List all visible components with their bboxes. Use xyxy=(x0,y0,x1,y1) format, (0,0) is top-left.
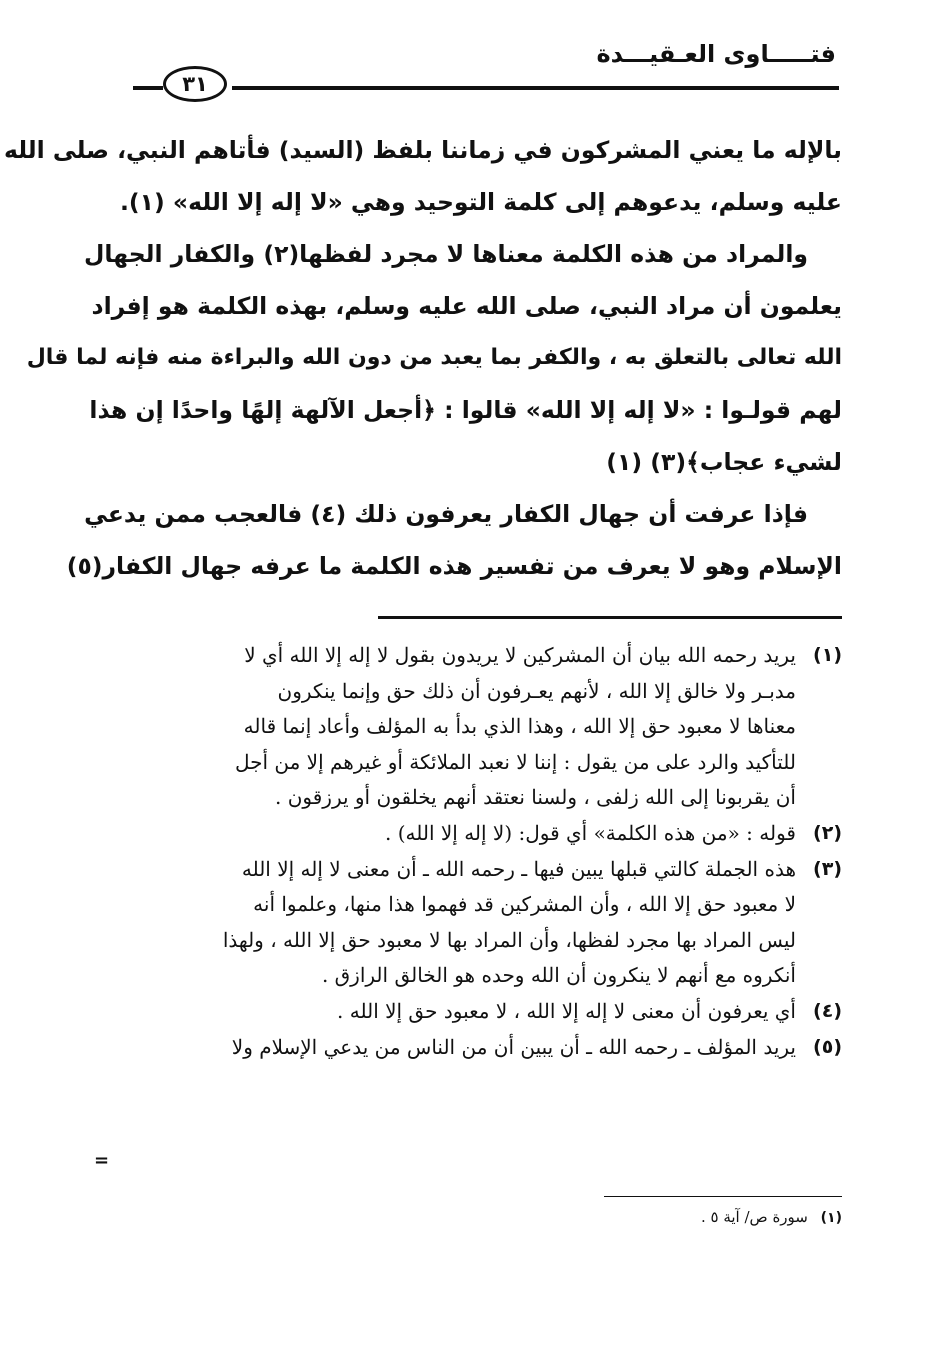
footnote-body xyxy=(130,852,796,994)
footnote xyxy=(130,638,842,816)
bottom-note-text: سورة ص/ آية ٥ . xyxy=(700,1208,808,1226)
header-rule-short xyxy=(133,86,163,90)
footnote-line: يريد المؤلف ـ رحمه الله ـ أن يبين أن من الناس من يدعي الإسلام ولا xyxy=(231,1034,796,1059)
footnotes xyxy=(130,638,842,1065)
page-number-badge xyxy=(163,66,227,102)
footnote-number: (٥) xyxy=(813,1035,842,1058)
footnote-body xyxy=(130,816,796,852)
footnote xyxy=(130,994,842,1030)
footnote-number: (١) xyxy=(813,644,842,666)
footnote xyxy=(130,852,842,994)
text-line: عليه وسلم، يدعوهم إلى كلمة التوحيد وهي «لا إله إلا الله» (١). xyxy=(120,188,842,216)
text-line: بالإله ما يعني المشركون في زماننا بلفظ (السيد) فأتاهم النبي، صلى الله xyxy=(3,136,842,164)
footnote-line: لا معبود حق إلا الله ، وأن المشركين قد فهموا هذا منها، وعلموا أنه xyxy=(253,892,796,917)
footnote-line: للتأكيد والرد على من يقول : إننا لا نعبد الملائكة أو غيرهم إلا من أجل xyxy=(234,749,796,774)
footnote-line: قوله : «من هذه الكلمة» أي قول: (لا إله إلا الله) . xyxy=(385,820,796,845)
footnote-number: (٣) xyxy=(813,857,842,880)
footnote-line: هذه الجملة كالتي قبلها يبين فيها ـ رحمه الله ـ أن معنى لا إله إلا الله xyxy=(241,856,796,881)
text-line: يعلمون أن مراد النبي، صلى الله عليه وسلم، بهذه الكلمة هو إفراد xyxy=(91,292,842,320)
footnote-body xyxy=(130,1030,796,1066)
text-line: الإسلام وهو لا يعرف من تفسير هذه الكلمة ما عرفه جهال الكفار(٥) xyxy=(66,552,842,580)
page-number: ٣١ xyxy=(182,72,208,96)
footnote xyxy=(130,816,842,852)
footnote-line: أي يعرفون أن معنى لا إله إلا الله ، لا معبود حق إلا الله . xyxy=(337,998,796,1023)
footnote-line: يريد رحمه الله بيان أن المشركين لا يريدون بقول لا إله إلا الله أي لا xyxy=(244,643,796,667)
main-text xyxy=(3,124,842,592)
footnote-line: أنكروه مع أنهم لا ينكرون أن الله وحده هو الخالق الرازق . xyxy=(321,963,796,988)
text-line: الله تعالى بالتعلق به ، والكفر بما يعبد من دون الله والبراءة منه فإنه لما قال xyxy=(26,345,842,370)
footnote-number: (٤) xyxy=(813,999,842,1022)
footnote-line: معناها لا معبود حق إلا الله ، وهذا الذي بدأ به المؤلف وأعاد إنما قاله xyxy=(243,714,796,739)
bottom-note-separator xyxy=(604,1196,842,1197)
footnote-line: أن يقربونا إلى الله زلفى ، ولسنا نعتقد أنهم يخلقون أو يرزقون . xyxy=(274,785,796,810)
footnote-number: (٢) xyxy=(813,821,842,844)
footnote xyxy=(130,1030,842,1066)
continuation-mark: = xyxy=(94,1150,110,1171)
footnote-body xyxy=(130,994,796,1030)
footnote-separator xyxy=(378,616,842,619)
footnote-line: مدبـر ولا خالق إلا الله ، لأنهم يعـرفون أن ذلك حق وإنما ينكرون xyxy=(277,678,796,703)
text-line: لشيء عجاب﴾(٣) (١) xyxy=(606,448,842,476)
running-header-title: فتـــــاوى العـقيـــدة xyxy=(596,40,836,68)
text-line: فإذا عرفت أن جهال الكفار يعرفون ذلك (٤) فالعجب ممن يدعي xyxy=(84,500,808,528)
header-rule xyxy=(232,86,839,90)
bottom-note-number: (١) xyxy=(820,1210,842,1226)
footnote-line: ليس المراد بها مجرد لفظها، وأن المراد بها لا معبود حق إلا الله ، ولهذا xyxy=(222,927,796,952)
footnote-body xyxy=(130,638,796,816)
text-line: لهم قولـوا : «لا إله إلا الله» قالوا : ﴿أجعل الآلهة إلهًا واحدًا إن هذا xyxy=(89,396,842,424)
quran-reference-note xyxy=(701,1208,842,1226)
text-line: والمراد من هذه الكلمة معناها لا مجرد لفظها(٢) والكفار الجهال xyxy=(84,240,808,268)
